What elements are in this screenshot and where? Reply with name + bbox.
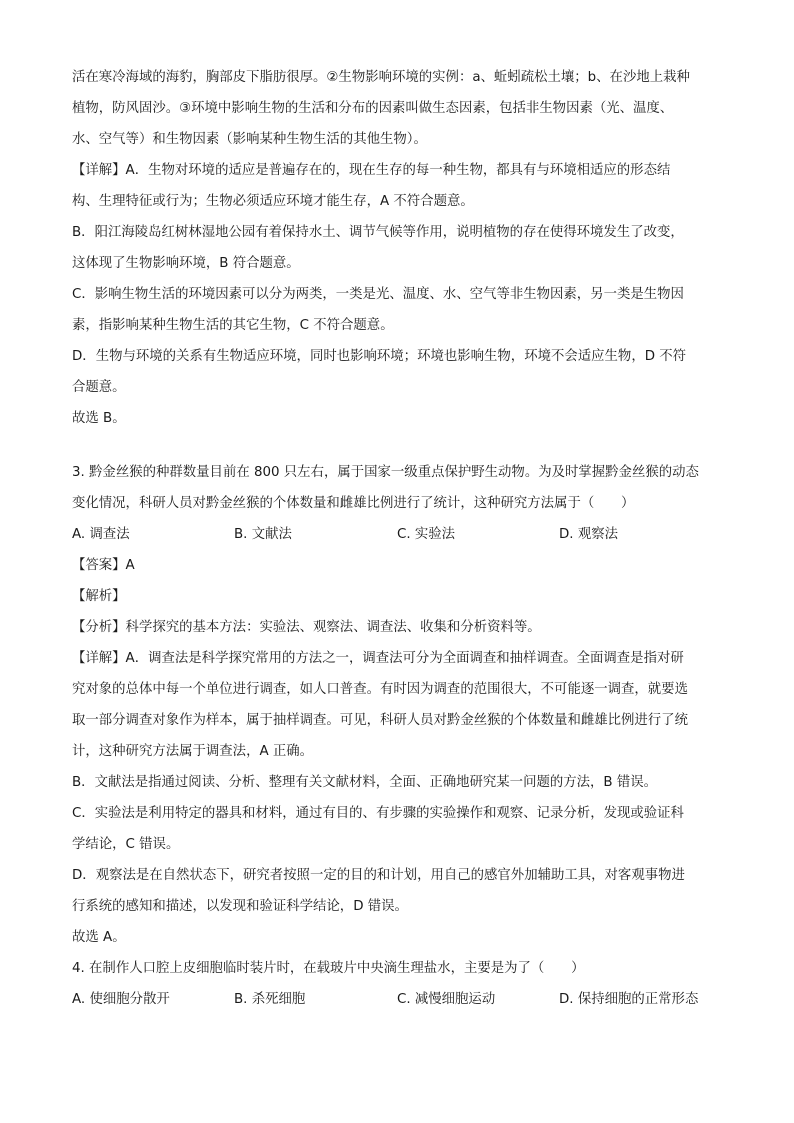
option-b: B. 杀死细胞 xyxy=(234,992,306,1007)
document-page xyxy=(72,62,724,1015)
option-d: D. 观察法 xyxy=(559,527,618,542)
question-4 xyxy=(72,953,724,1015)
text-line: B．阳江海陵岛红树林湿地公园有着保持水土、调节气候等作用，说明植物的存在使得环境发生了改变， xyxy=(72,225,684,240)
text-line: D．生物与环境的关系有生物适应环境，同时也影响环境；环境也影响生物，环境不会适应生物，D 不符 xyxy=(72,349,687,364)
option-a: A. 调查法 xyxy=(72,527,130,542)
text-line: 植物，防风固沙。③环境中影响生物的生活和分布的因素叫做生态因素，包括非生物因素（光、温度、 xyxy=(72,101,674,116)
text-line: D．观察法是在自然状态下，研究者按照一定的目的和计划，用自己的感官外加辅助工具，对客观事物进 xyxy=(72,868,685,883)
conclusion-line: 故选 A。 xyxy=(72,930,126,945)
option-a: A. 使细胞分散开 xyxy=(72,992,170,1007)
conclusion-line: 故选 B。 xyxy=(72,411,126,426)
text-line: 【详解】A．生物对环境的适应是普遍存在的，现在生存的每一种生物，都具有与环境相适应的形态结 xyxy=(72,163,671,178)
text-line: 学结论，C 错误。 xyxy=(72,837,180,852)
text-line: 取一部分调查对象作为样本，属于抽样调查。可见，科研人员对黔金丝猴的个体数量和雌雄比例进行了统 xyxy=(72,713,688,728)
text-line: 素，指影响某种生物生活的其它生物，C 不符合题意。 xyxy=(72,318,394,333)
analysis-label: 【解析】 xyxy=(72,589,126,604)
text-line: B．文献法是指通过阅读、分析、整理有关文献材料，全面、正确地研究某一问题的方法，B 错误。 xyxy=(72,775,658,790)
text-line: 【详解】A．调查法是科学探究常用的方法之一，调查法可分为全面调查和抽样调查。全面调查是指对研 xyxy=(72,651,684,666)
option-c: C. 实验法 xyxy=(397,527,456,542)
text-line: 计，这种研究方法属于调查法，A 正确。 xyxy=(72,744,314,759)
option-c: C. 减慢细胞运动 xyxy=(397,992,496,1007)
text-line: 构、生理特征或行为；生物必须适应环境才能生存，A 不符合题意。 xyxy=(72,194,474,209)
question-stem: 变化情况，科研人员对黔金丝猴的个体数量和雌雄比例进行了统计，这种研究方法属于（ ） xyxy=(72,496,635,511)
answer-line: 【答案】A xyxy=(72,558,135,573)
text-line: 究对象的总体中每一个单位进行调查，如人口普查。有时因为调查的范围很大，不可能逐一调查，就要选 xyxy=(72,682,688,697)
question-stem: 3. 黔金丝猴的种群数量目前在 800 只左右，属于国家一级重点保护野生动物。为及时掌握黔金丝猴的动态 xyxy=(72,465,699,480)
text-line: 活在寒冷海域的海豹，胸部皮下脂肪很厚。②生物影响环境的实例：a、蚯蚓疏松土壤；b、在沙地上栽种 xyxy=(72,70,690,85)
options-row xyxy=(72,519,724,550)
text-line: 合题意。 xyxy=(72,380,126,395)
text-line: 【分析】科学探究的基本方法：实验法、观察法、调查法、收集和分析资料等。 xyxy=(72,620,541,635)
options-row xyxy=(72,984,724,1015)
text-line: 这体现了生物影响环境，B 符合题意。 xyxy=(72,256,300,271)
option-b: B. 文献法 xyxy=(234,527,292,542)
option-d: D. 保持细胞的正常形态 xyxy=(559,992,699,1007)
text-line: 行系统的感知和描述，以发现和验证科学结论，D 错误。 xyxy=(72,899,408,914)
text-line: C．实验法是利用特定的器具和材料，通过有目的、有步骤的实验操作和观察、记录分析，发现或验证科 xyxy=(72,806,684,821)
question-3 xyxy=(72,457,724,953)
question-stem: 4. 在制作人口腔上皮细胞临时装片时，在载玻片中央滴生理盐水，主要是为了（ ） xyxy=(72,961,585,976)
text-line: C．影响生物生活的环境因素可以分为两类，一类是光、温度、水、空气等非生物因素，另一类是生物因 xyxy=(72,287,684,302)
previous-explanation-block xyxy=(72,62,724,434)
text-line: 水、空气等）和生物因素（影响某种生物生活的其他生物）。 xyxy=(72,132,427,147)
spacer xyxy=(72,434,724,457)
